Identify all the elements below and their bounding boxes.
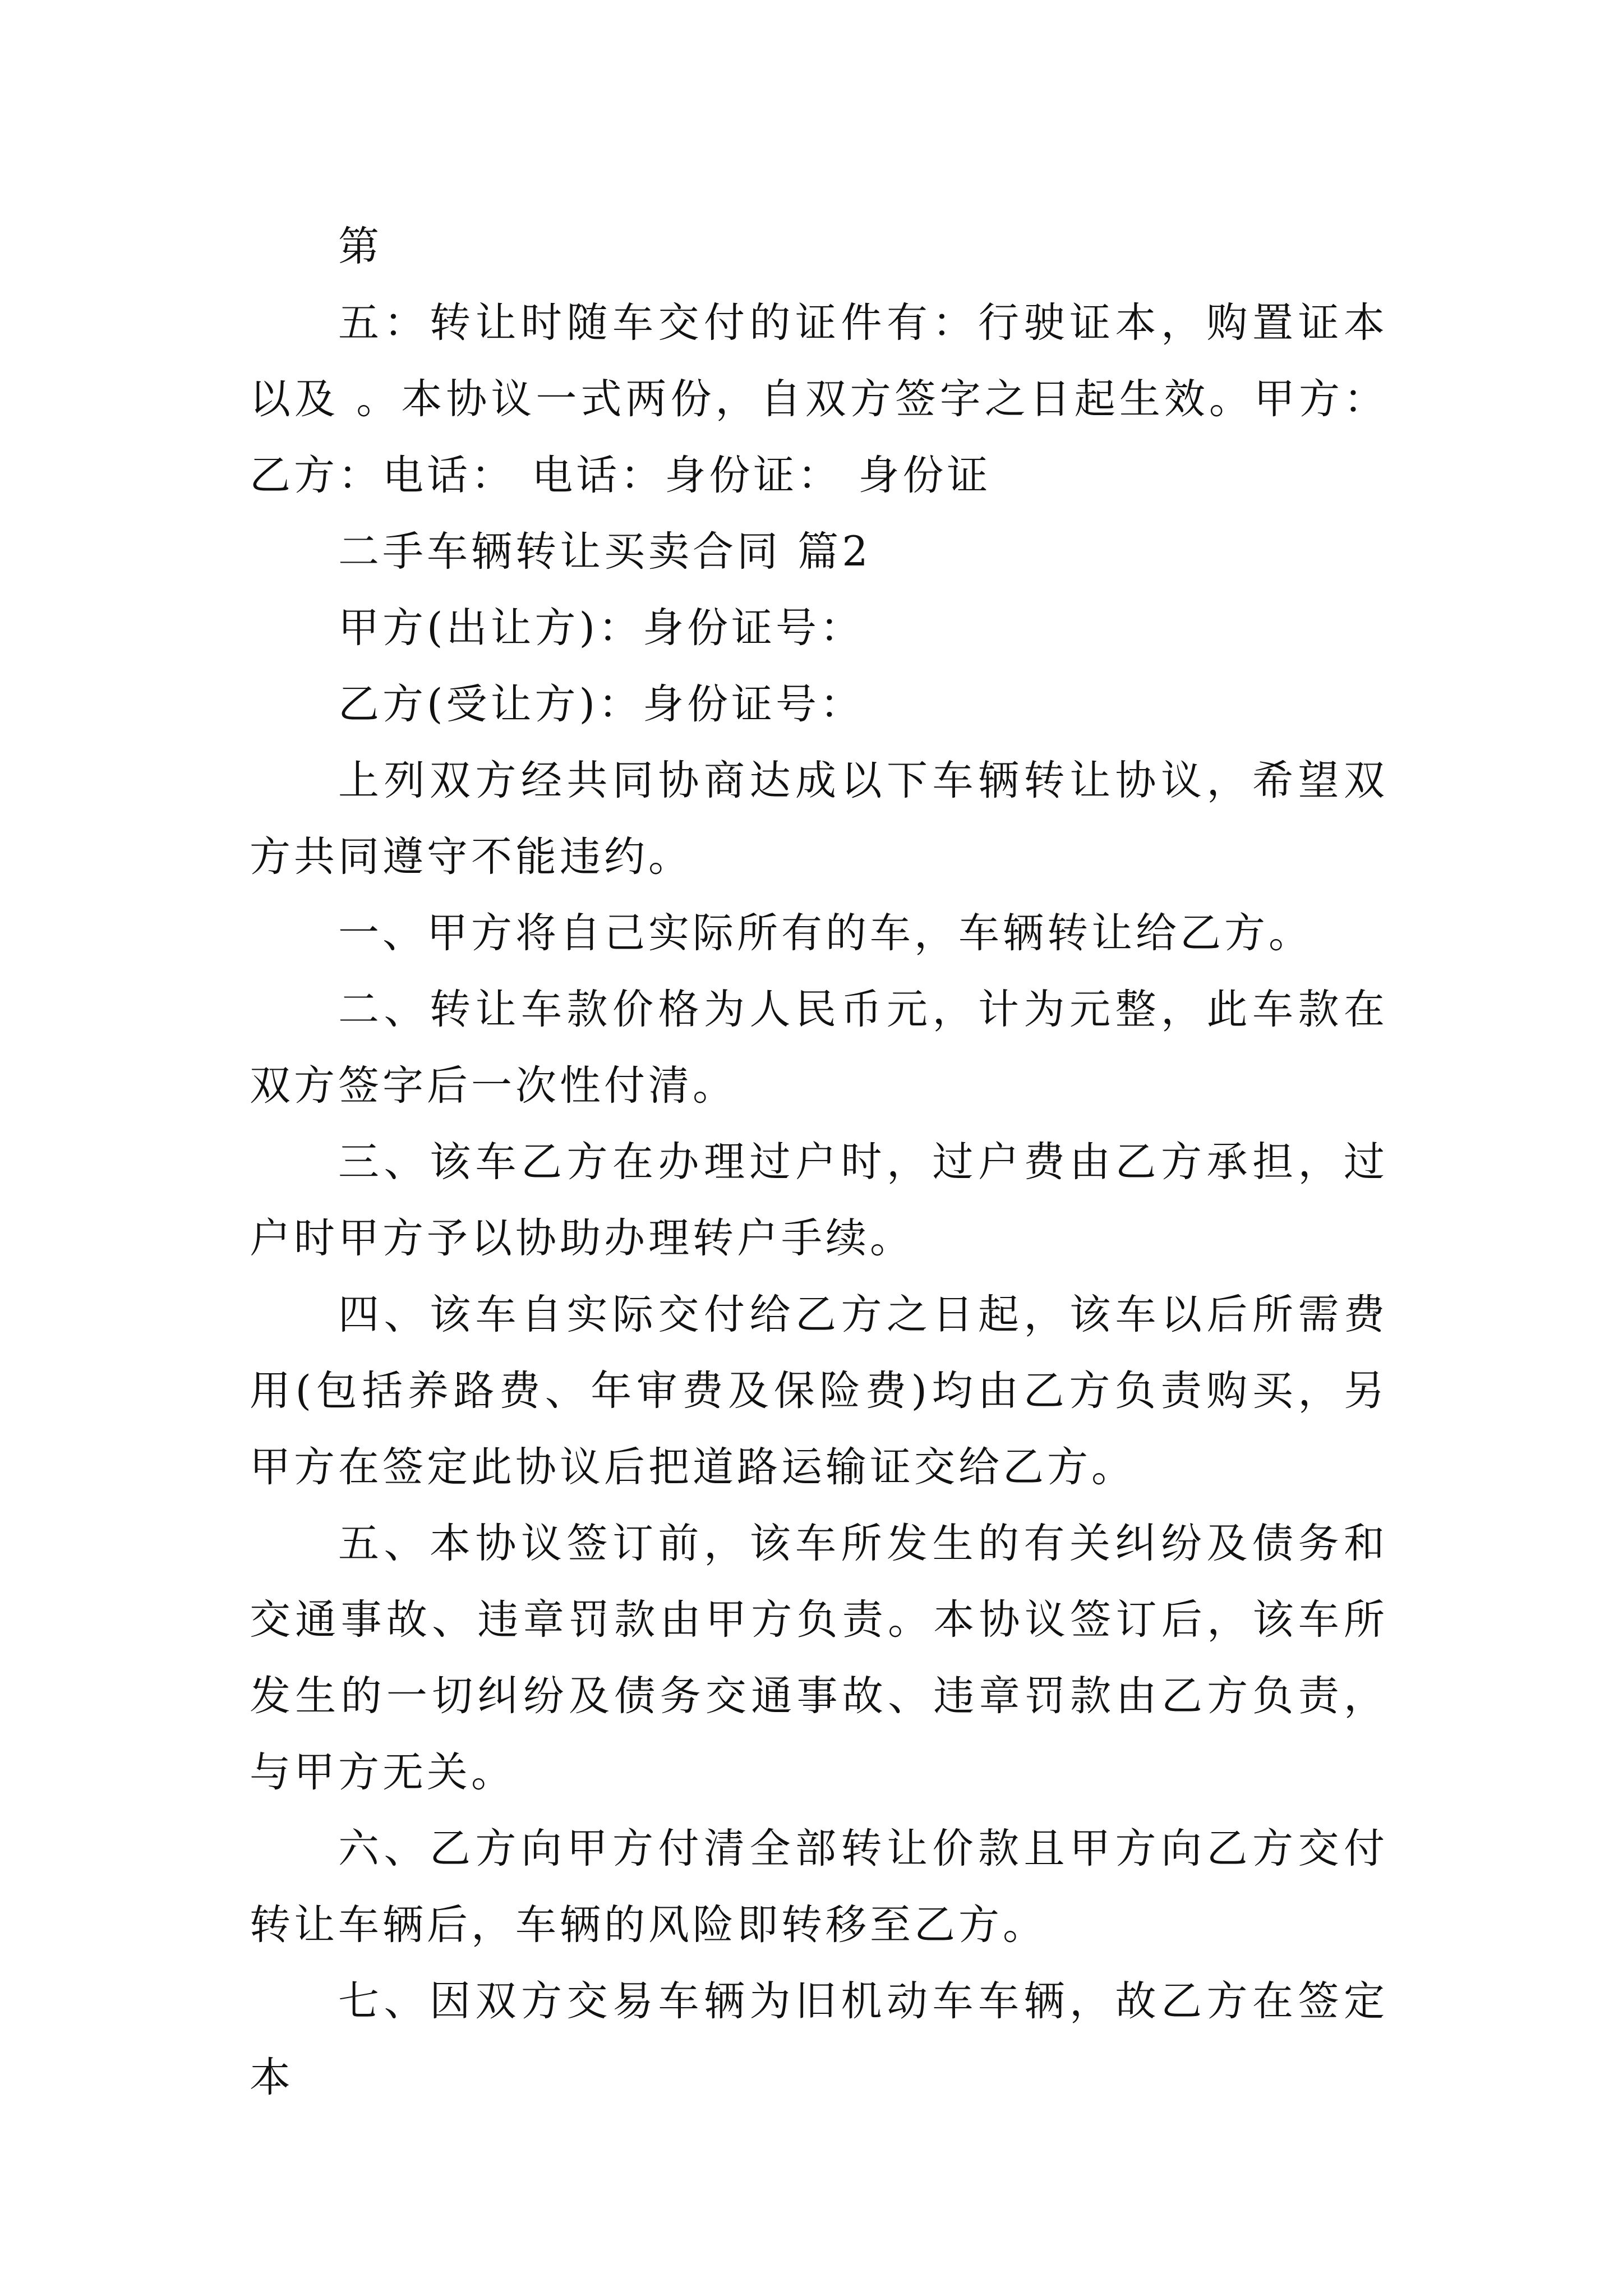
paragraph-intro: 上列双方经共同协商达成以下车辆转让协议，希望双方共同遵守不能违约。	[250, 757, 1388, 881]
paragraph-five-documents: 五：转让时随车交付的证件有：行驶证本，购置证本以及 。本协议一式两份，自双方签字之日起生效。甲方： 乙方：电话： 电话：身份证： 身份证	[250, 299, 1388, 499]
clause-1: 一、甲方将自己实际所有的车，车辆转让给乙方。	[338, 909, 1313, 957]
section-heading: 二手车辆转让买卖合同 篇2	[338, 528, 872, 576]
paragraph-fragment-di: 第	[338, 223, 382, 270]
clause-4: 四、该车自实际交付给乙方之日起，该车以后所需费用(包括养路费、年审费及保险费)均由乙方负责购买，另甲方在签定此协议后把道路运输证交给乙方。	[250, 1291, 1388, 1491]
party-a-line: 甲方(出让方)：身份证号：	[338, 604, 864, 652]
clause-5: 五、本协议签订前，该车所发生的有关纠纷及债务和交通事故、违章罚款由甲方负责。本协议签订后，该车所发生的一切纠纷及债务交通事故、违章罚款由乙方负责，与甲方无关。	[250, 1520, 1388, 1796]
document-body	[250, 209, 1388, 2116]
clause-3: 三、该车乙方在办理过户时，过户费由乙方承担，过户时甲方予以协助办理转户手续。	[250, 1138, 1388, 1262]
party-b-line: 乙方(受让方)：身份证号：	[338, 680, 864, 728]
clause-2: 二、转让车款价格为人民币元，计为元整，此车款在双方签字后一次性付清。	[250, 986, 1388, 1110]
clause-7: 七、因双方交易车辆为旧机动车车辆，故乙方在签定本	[250, 1977, 1388, 2101]
clause-6: 六、乙方向甲方付清全部转让价款且甲方向乙方交付转让车辆后，车辆的风险即转移至乙方。	[250, 1825, 1388, 1949]
